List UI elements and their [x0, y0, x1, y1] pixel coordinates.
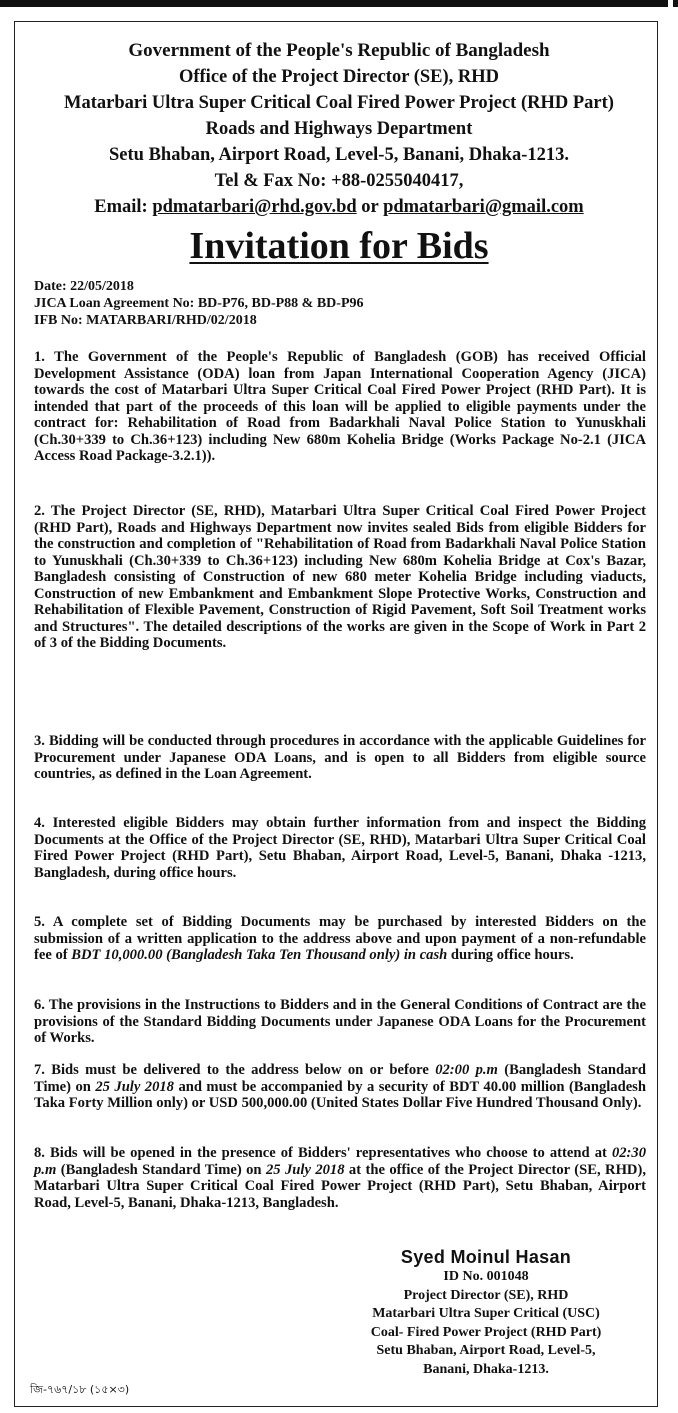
paragraph-5-text: 5. A complete set of Bidding Documents may be purchased by interested Bidders on the submission of a written application to the address above and upon payment of a non-refundable fee of [34, 914, 646, 963]
signatory-address-2: Banani, Dhaka-1213. [423, 1361, 549, 1377]
paragraph-8-tail: at the office of the Project Director (SE, RHD), Matarbari Ultra Super Critical Coal Fired Power Project (RHD Part), Setu Bhaban, Airport Road, Level-5, Banani, Dhaka-1213, Bangladesh. [34, 1161, 646, 1211]
signatory-project-1: Matarbari Ultra Super Critical (USC) [372, 1306, 600, 1321]
notice-body [34, 349, 646, 1229]
paragraph-7-tail: and must be accompanied by a security of BDT 40.00 million (Bangladesh Taka Forty Million only) or USD 500,000.00 (United States Dollar Five Hundred Thousand Only). [34, 1078, 646, 1111]
email-or: or [356, 197, 384, 217]
paragraph-7-mid: (Bangladesh Standard Time) on [34, 1062, 646, 1095]
paragraph-2: 2. The Project Director (SE, RHD), Matarbari Ultra Super Critical Coal Fired Power Project (RHD Part), Roads and Highways Department now invites sealed Bids from eligible Bidders for the construction and completion of "Rehabilitation of Road from Badarkhali Naval Police Station to Yunuskhali (Ch.30+339 to Ch.36+123) including New 680m Kohelia Bridge at Cox's Bazar, Bangladesh consisting of Construction of new 680 meter Kohelia Bridge including viaducts, Construction of new Embankment and Embankment Slope Protective Works, Construction and Rehabilitation of Flexible Pavement, Construction of Rigid Pavement, Soft Soil Treatment works and Structures". The detailed descriptions of the works are given in the Scope of Work in Part 2 of 3 of the Bidding Documents. [34, 503, 646, 651]
email-link-rhd[interactable]: pdmatarbari@rhd.gov.bd [152, 197, 357, 217]
email-label: Email: [94, 197, 153, 217]
loan-agreement-no: JICA Loan Agreement No: BD-P76, BD-P88 & BD-P96 [34, 296, 364, 311]
signatory-id: ID No. 001048 [443, 1269, 529, 1284]
header-tel-fax: Tel & Fax No: +88-0255040417, [214, 171, 464, 191]
ad-code: জি-৭৬৭/১৮ (১৫×৩) [30, 1383, 130, 1396]
paragraph-7-text: 7. Bids must be delivered to the address below on or before [34, 1062, 436, 1078]
top-rule [0, 0, 668, 7]
signature-block [326, 1246, 646, 1379]
reference-block [34, 278, 364, 329]
paragraph-5-tail: during office hours. [447, 947, 574, 963]
top-rule-end [673, 0, 678, 7]
paragraph-8-mid: (Bangladesh Standard Time) on [56, 1161, 266, 1178]
signatory-designation: Project Director (SE), RHD [403, 1287, 569, 1303]
paragraph-7 [34, 1062, 646, 1129]
notice-title [0, 224, 678, 268]
paragraph-7-time: 02:00 p.m [435, 1062, 498, 1078]
paragraph-4: 4. Interested eligible Bidders may obtain further information from and inspect the Bidding Documents at the Office of the Project Director (SE, RHD), Matarbari Ultra Super Critical Coal Fired Power Project (RHD Part), Setu Bhaban, Airport Road, Level-5, Banani, Dhaka -1213, Bangladesh, during office hours. [34, 815, 646, 881]
paragraph-8-text: 8. Bids will be opened in the presence of Bidders' representatives who choose to attend at [34, 1145, 612, 1161]
signatory-address-1: Setu Bhaban, Airport Road, Level-5, [376, 1343, 596, 1358]
header-address: Setu Bhaban, Airport Road, Level-5, Banani, Dhaka-1213. [109, 145, 569, 165]
header-email [0, 194, 678, 220]
header-project: Matarbari Ultra Super Critical Coal Fired Power Project (RHD Part) [64, 93, 614, 113]
paragraph-7-date: 25 July 2018 [95, 1078, 174, 1095]
header-government: Government of the People's Republic of Bangladesh [128, 40, 550, 61]
notice-header [0, 38, 678, 220]
header-department: Roads and Highways Department [205, 119, 473, 139]
paragraph-3: 3. Bidding will be conducted through procedures in accordance with the applicable Guidelines for Procurement under Japanese ODA Loans, and is open to all Bidders from eligible source countries, as defined in the Loan Agreement. [34, 733, 646, 782]
notice-title-text: Invitation for Bids [189, 225, 489, 267]
paragraph-5-fee: BDT 10,000.00 (Bangladesh Taka Ten Thousand only) in cash [71, 947, 448, 963]
paragraph-8-time: 02:30 p.m [34, 1145, 646, 1178]
paragraph-8 [34, 1145, 646, 1229]
email-link-gmail[interactable]: pdmatarbari@gmail.com [383, 197, 584, 217]
paragraph-8-date: 25 July 2018 [265, 1161, 345, 1178]
header-office: Office of the Project Director (SE), RHD [178, 67, 500, 87]
notice-date: Date: 22/05/2018 [34, 279, 134, 294]
signatory-name: Syed Moinul Hasan [400, 1247, 572, 1267]
paragraph-6: 6. The provisions in the Instructions to Bidders and in the General Conditions of Contract are the provisions of the Standard Bidding Documents under Japanese ODA Loans for the Procurement of Works. [34, 997, 646, 1046]
signatory-project-2: Coal- Fired Power Project (RHD Part) [370, 1324, 602, 1340]
paragraph-5 [34, 914, 646, 981]
paragraph-1: 1. The Government of the People's Republic of Bangladesh (GOB) has received Official Development Assistance (ODA) loan from Japan International Cooperation Agency (JICA) towards the cost of Matarbari Ultra Super Critical Coal Fired Power Project (RHD Part). It is intended that part of the proceeds of this loan will be applied to eligible payments under the contract for: Rehabilitation of Road from Badarkhali Naval Police Station to Yunuskhali (Ch.30+339 to Ch.36+123) including New 680m Kohelia Bridge (Works Package No-2.1 (JICA Access Road Package-3.2.1)). [34, 349, 646, 464]
ifb-no: IFB No: MATARBARI/RHD/02/2018 [34, 313, 257, 328]
